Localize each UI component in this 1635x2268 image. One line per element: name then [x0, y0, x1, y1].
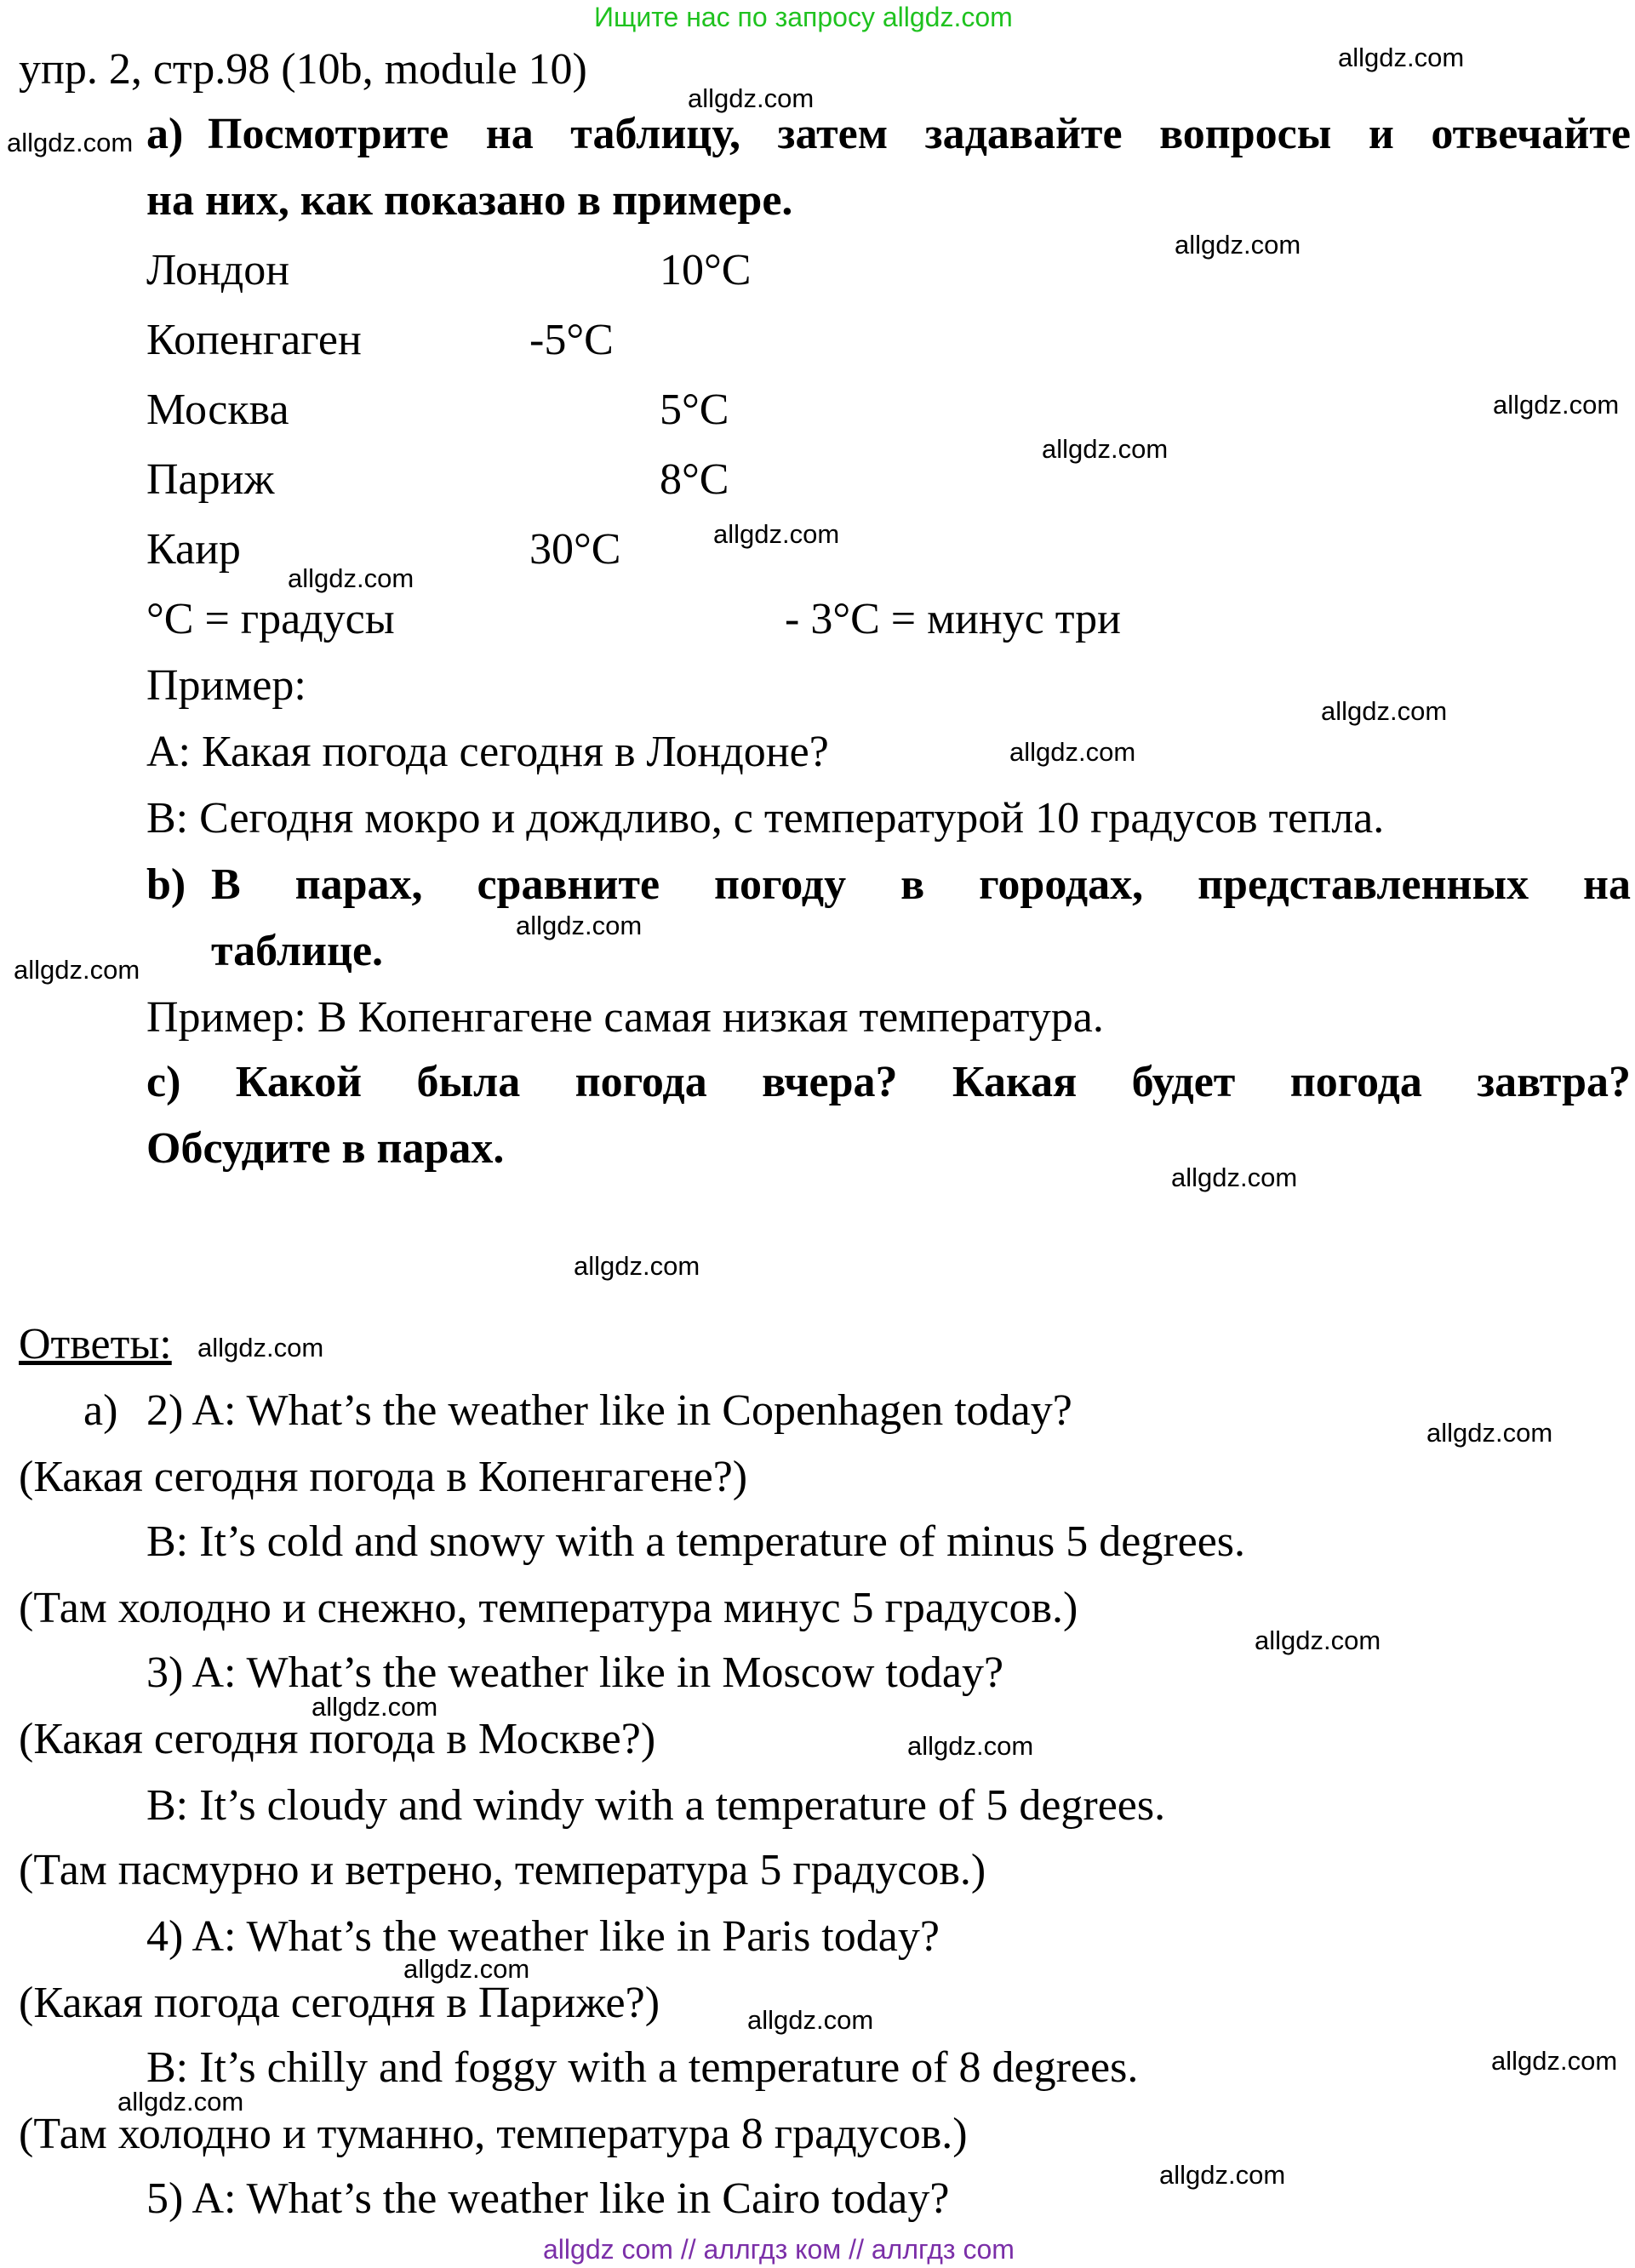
watermark: allgdz.com [1491, 2046, 1618, 2076]
watermark: allgdz.com [1338, 43, 1465, 72]
watermark: allgdz.com [117, 2087, 244, 2117]
task-a-label: a) [146, 110, 184, 158]
task-b-example: Пример: В Копенгагене самая низкая температура. [146, 993, 1104, 1042]
legend-minus: - 3°C = минус три [785, 595, 1121, 643]
answer-line: 2) A: What’s the weather like in Copenhagen today? [146, 1386, 1072, 1435]
watermark: allgdz.com [197, 1333, 324, 1363]
answers-heading: Ответы: [19, 1320, 172, 1368]
table-temp: 5°C [660, 386, 729, 434]
answer-line: (Там холодно и туманно, температура 8 градусов.) [19, 2110, 968, 2158]
watermark: allgdz.com [574, 1251, 700, 1281]
answer-line: (Там холодно и снежно, температура минус 5 градусов.) [19, 1584, 1078, 1632]
table-temp: -5°C [529, 316, 614, 364]
watermark: allgdz.com [14, 955, 140, 985]
watermark: allgdz.com [403, 1954, 530, 1984]
legend-degrees: °C = градусы [146, 595, 395, 643]
answer-line: B: It’s cold and snowy with a temperature of minus 5 degrees. [146, 1517, 1246, 1566]
watermark: allgdz.com [1493, 390, 1620, 420]
watermark: allgdz.com [7, 128, 134, 157]
watermark: allgdz.com [1426, 1418, 1553, 1448]
answer-line: (Там пасмурно и ветрено, температура 5 градусов.) [19, 1846, 986, 1894]
exercise-header: упр. 2, стр.98 (10b, module 10) [19, 45, 587, 94]
table-temp: 8°C [660, 455, 729, 504]
watermark: allgdz.com [516, 911, 643, 940]
table-temp: 10°C [660, 246, 752, 294]
task-c-line1: c) Какой была погода вчера? Какая будет погода завтра? [146, 1058, 1631, 1106]
table-city: Копенгаген [146, 316, 362, 364]
example-heading: Пример: [146, 661, 306, 710]
watermark: allgdz.com [907, 1731, 1034, 1761]
table-city: Каир [146, 525, 241, 574]
task-c-line2: Обсудите в парах. [146, 1124, 505, 1173]
task-b-line1: В парах, сравните погоду в городах, представленных на [211, 860, 1631, 909]
answer-line: 5) A: What’s the weather like in Cairo today? [146, 2174, 950, 2223]
watermark: allgdz.com [1255, 1625, 1381, 1655]
watermark: allgdz.com [1175, 230, 1301, 260]
example-question: A: Какая погода сегодня в Лондоне? [146, 728, 829, 776]
answer-line: (Какая сегодня погода в Копенгагене?) [19, 1453, 748, 1501]
task-a-line1: Посмотрите на таблицу, затем задавайте вопросы и отвечайте [208, 110, 1631, 158]
answer-line: (Какая погода сегодня в Париже?) [19, 1979, 660, 2027]
watermark: allgdz.com [288, 563, 414, 593]
answer-line: B: It’s chilly and foggy with a temperature of 8 degrees. [146, 2043, 1139, 2092]
task-b-line2: таблице. [211, 927, 384, 975]
watermark: allgdz.com [1009, 737, 1136, 767]
watermark: allgdz.com [1042, 434, 1169, 464]
top-banner[interactable]: Ищите нас по запросу allgdz.com [594, 2, 1013, 32]
answers-a-label: a) [83, 1386, 118, 1435]
watermark: allgdz.com [747, 2005, 874, 2035]
answer-line: (Какая сегодня погода в Москве?) [19, 1715, 656, 1763]
watermark: allgdz.com [1321, 696, 1448, 726]
table-temp: 30°C [529, 525, 621, 574]
bottom-banner[interactable]: allgdz com // аллгдз ком // аллгдз com [543, 2234, 1015, 2265]
answer-line: B: It’s cloudy and windy with a temperature of 5 degrees. [146, 1781, 1166, 1830]
watermark: allgdz.com [713, 519, 840, 549]
answer-line: 3) A: What’s the weather like in Moscow today? [146, 1648, 1004, 1697]
table-city: Москва [146, 386, 289, 434]
table-city: Лондон [146, 246, 290, 294]
watermark: allgdz.com [688, 83, 815, 113]
table-city: Париж [146, 455, 275, 504]
watermark: allgdz.com [312, 1692, 438, 1722]
task-b-label: b) [146, 860, 186, 909]
task-a-line2: на них, как показано в примере. [146, 176, 793, 225]
answer-line: 4) A: What’s the weather like in Paris today? [146, 1912, 940, 1961]
example-answer: B: Сегодня мокро и дождливо, с температурой 10 градусов тепла. [146, 794, 1385, 843]
watermark: allgdz.com [1171, 1163, 1298, 1192]
watermark: allgdz.com [1159, 2160, 1286, 2190]
